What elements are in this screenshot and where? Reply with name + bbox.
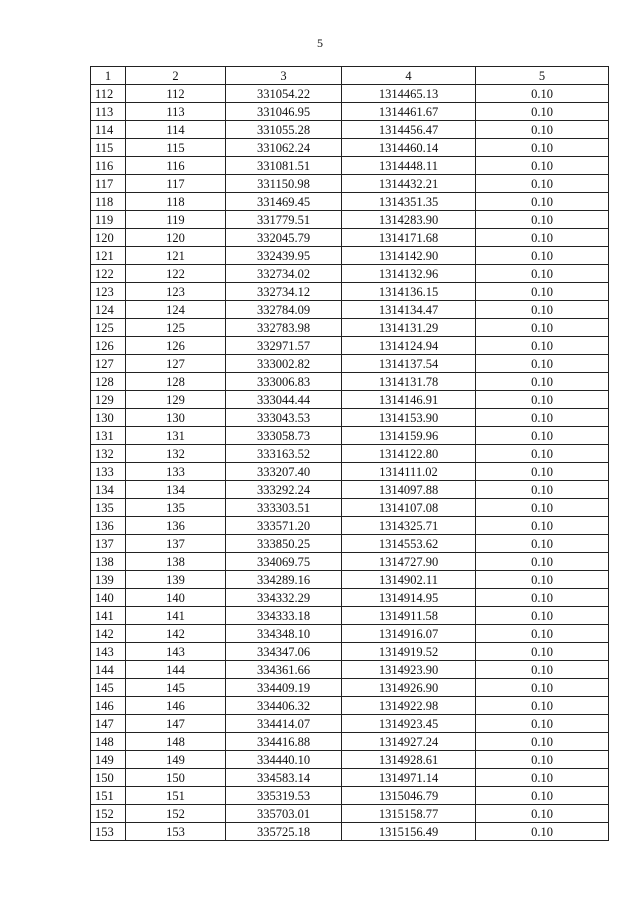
table-cell-col2: 130	[126, 409, 226, 427]
table-row	[91, 211, 609, 229]
table-cell-col2: 138	[126, 553, 226, 571]
table-cell-col4: 1314460.14	[342, 139, 476, 157]
table-cell-col5: 0.10	[476, 625, 609, 643]
table-cell-col3: 331081.51	[226, 157, 342, 175]
table-cell-col2: 124	[126, 301, 226, 319]
table-cell-col3: 335725.18	[226, 823, 342, 841]
table-cell-col5: 0.10	[476, 679, 609, 697]
table-cell-col3: 335319.53	[226, 787, 342, 805]
table-cell-col3: 332734.02	[226, 265, 342, 283]
table-cell-col1: 128	[91, 373, 126, 391]
table-cell-col2: 141	[126, 607, 226, 625]
table-row	[91, 679, 609, 697]
table-cell-col2: 123	[126, 283, 226, 301]
table-cell-col3: 333207.40	[226, 463, 342, 481]
table-cell-col1: 153	[91, 823, 126, 841]
table-cell-col1: 115	[91, 139, 126, 157]
table-row	[91, 121, 609, 139]
table-cell-col4: 1314432.21	[342, 175, 476, 193]
table-cell-col1: 126	[91, 337, 126, 355]
table-cell-col2: 135	[126, 499, 226, 517]
table-cell-col5: 0.10	[476, 193, 609, 211]
table-cell-col4: 1314153.90	[342, 409, 476, 427]
table-row	[91, 769, 609, 787]
table-cell-col1: 145	[91, 679, 126, 697]
table-cell-col2: 122	[126, 265, 226, 283]
table-cell-col1: 134	[91, 481, 126, 499]
table-cell-col1: 139	[91, 571, 126, 589]
table-cell-col1: 150	[91, 769, 126, 787]
table-cell-col5: 0.10	[476, 283, 609, 301]
table-cell-col1: 140	[91, 589, 126, 607]
table-cell-col5: 0.10	[476, 553, 609, 571]
table-cell-col3: 334406.32	[226, 697, 342, 715]
table-cell-col5: 0.10	[476, 139, 609, 157]
table-cell-col4: 1314971.14	[342, 769, 476, 787]
table-row	[91, 499, 609, 517]
table-cell-col4: 1314927.24	[342, 733, 476, 751]
table-cell-col4: 1315158.77	[342, 805, 476, 823]
table-cell-col3: 333292.24	[226, 481, 342, 499]
table-cell-col4: 1314926.90	[342, 679, 476, 697]
table-cell-col2: 129	[126, 391, 226, 409]
table-cell-col4: 1314727.90	[342, 553, 476, 571]
table-row	[91, 805, 609, 823]
table-row	[91, 229, 609, 247]
table-cell-col3: 332784.09	[226, 301, 342, 319]
table-cell-col4: 1314107.08	[342, 499, 476, 517]
table-cell-col5: 0.10	[476, 661, 609, 679]
table-row	[91, 157, 609, 175]
table-cell-col3: 334416.88	[226, 733, 342, 751]
table-cell-col1: 151	[91, 787, 126, 805]
table-cell-col4: 1315046.79	[342, 787, 476, 805]
table-row	[91, 391, 609, 409]
table-row	[91, 733, 609, 751]
table-cell-col5: 0.10	[476, 589, 609, 607]
table-row	[91, 247, 609, 265]
table-cell-col1: 118	[91, 193, 126, 211]
table-row	[91, 751, 609, 769]
table-cell-col2: 151	[126, 787, 226, 805]
table-cell-col2: 114	[126, 121, 226, 139]
table-cell-col3: 334347.06	[226, 643, 342, 661]
table-row	[91, 481, 609, 499]
table-cell-col4: 1314131.29	[342, 319, 476, 337]
table-cell-col1: 120	[91, 229, 126, 247]
table-cell-col2: 113	[126, 103, 226, 121]
table-cell-col3: 333163.52	[226, 445, 342, 463]
table-cell-col5: 0.10	[476, 535, 609, 553]
table-cell-col2: 134	[126, 481, 226, 499]
table-cell-col3: 334440.10	[226, 751, 342, 769]
table-row	[91, 589, 609, 607]
table-cell-col1: 132	[91, 445, 126, 463]
table-cell-col2: 152	[126, 805, 226, 823]
table-cell-col2: 139	[126, 571, 226, 589]
table-row	[91, 193, 609, 211]
table-cell-col2: 144	[126, 661, 226, 679]
table-cell-col1: 141	[91, 607, 126, 625]
table-cell-col3: 332971.57	[226, 337, 342, 355]
table-cell-col2: 145	[126, 679, 226, 697]
table-cell-col1: 146	[91, 697, 126, 715]
table-cell-col4: 1314351.35	[342, 193, 476, 211]
table-cell-col3: 334414.07	[226, 715, 342, 733]
table-cell-col2: 118	[126, 193, 226, 211]
table-cell-col2: 117	[126, 175, 226, 193]
column-header-2: 2	[126, 67, 226, 85]
table-cell-col3: 333850.25	[226, 535, 342, 553]
table-cell-col4: 1314553.62	[342, 535, 476, 553]
table-cell-col5: 0.10	[476, 301, 609, 319]
table-cell-col1: 137	[91, 535, 126, 553]
table-cell-col5: 0.10	[476, 643, 609, 661]
table-cell-col5: 0.10	[476, 121, 609, 139]
table-cell-col5: 0.10	[476, 733, 609, 751]
table-cell-col1: 114	[91, 121, 126, 139]
table-cell-col4: 1314171.68	[342, 229, 476, 247]
table-cell-col4: 1314922.98	[342, 697, 476, 715]
table-cell-col1: 135	[91, 499, 126, 517]
table-cell-col3: 331150.98	[226, 175, 342, 193]
table-cell-col1: 129	[91, 391, 126, 409]
table-cell-col5: 0.10	[476, 247, 609, 265]
table-cell-col4: 1314134.47	[342, 301, 476, 319]
column-header-3: 3	[226, 67, 342, 85]
table-cell-col4: 1314283.90	[342, 211, 476, 229]
table-cell-col4: 1314928.61	[342, 751, 476, 769]
table-cell-col5: 0.10	[476, 103, 609, 121]
table-cell-col5: 0.10	[476, 787, 609, 805]
table-cell-col5: 0.10	[476, 607, 609, 625]
table-cell-col2: 137	[126, 535, 226, 553]
table-cell-col3: 333571.20	[226, 517, 342, 535]
table-cell-col1: 131	[91, 427, 126, 445]
table-row	[91, 373, 609, 391]
table-cell-col1: 119	[91, 211, 126, 229]
table-cell-col4: 1314448.11	[342, 157, 476, 175]
table-row	[91, 85, 609, 103]
table-cell-col2: 127	[126, 355, 226, 373]
table-cell-col1: 122	[91, 265, 126, 283]
table-row	[91, 517, 609, 535]
table-cell-col3: 331046.95	[226, 103, 342, 121]
table-cell-col1: 149	[91, 751, 126, 769]
table-cell-col2: 120	[126, 229, 226, 247]
table-cell-col3: 332045.79	[226, 229, 342, 247]
table-cell-col5: 0.10	[476, 463, 609, 481]
table-cell-col4: 1314136.15	[342, 283, 476, 301]
table-cell-col1: 133	[91, 463, 126, 481]
table-cell-col5: 0.10	[476, 337, 609, 355]
table-cell-col5: 0.10	[476, 85, 609, 103]
table-cell-col4: 1315156.49	[342, 823, 476, 841]
table-cell-col1: 136	[91, 517, 126, 535]
table-cell-col1: 148	[91, 733, 126, 751]
table-cell-col4: 1314919.52	[342, 643, 476, 661]
table-cell-col4: 1314911.58	[342, 607, 476, 625]
table-cell-col4: 1314124.94	[342, 337, 476, 355]
table-cell-col1: 116	[91, 157, 126, 175]
table-cell-col3: 332783.98	[226, 319, 342, 337]
table-cell-col5: 0.10	[476, 157, 609, 175]
table-cell-col3: 331779.51	[226, 211, 342, 229]
coordinates-table	[90, 66, 609, 841]
table-cell-col2: 128	[126, 373, 226, 391]
table-row	[91, 715, 609, 733]
table-cell-col2: 133	[126, 463, 226, 481]
table-cell-col5: 0.10	[476, 481, 609, 499]
table-cell-col2: 140	[126, 589, 226, 607]
table-cell-col3: 334409.19	[226, 679, 342, 697]
table-row	[91, 697, 609, 715]
table-cell-col3: 333043.53	[226, 409, 342, 427]
table-cell-col5: 0.10	[476, 445, 609, 463]
table-cell-col4: 1314137.54	[342, 355, 476, 373]
table-cell-col1: 127	[91, 355, 126, 373]
table-cell-col5: 0.10	[476, 391, 609, 409]
table-cell-col4: 1314132.96	[342, 265, 476, 283]
column-header-4: 4	[342, 67, 476, 85]
table-cell-col1: 125	[91, 319, 126, 337]
table-body	[91, 85, 609, 841]
table-cell-col5: 0.10	[476, 823, 609, 841]
table-cell-col2: 143	[126, 643, 226, 661]
table-cell-col2: 153	[126, 823, 226, 841]
table-row	[91, 427, 609, 445]
table-cell-col3: 335703.01	[226, 805, 342, 823]
table-cell-col1: 130	[91, 409, 126, 427]
table-row	[91, 823, 609, 841]
table-row	[91, 319, 609, 337]
table-cell-col4: 1314916.07	[342, 625, 476, 643]
table-row	[91, 553, 609, 571]
table-row	[91, 175, 609, 193]
table-cell-col4: 1314111.02	[342, 463, 476, 481]
table-row	[91, 571, 609, 589]
table-row	[91, 535, 609, 553]
table-cell-col3: 334332.29	[226, 589, 342, 607]
table-cell-col4: 1314914.95	[342, 589, 476, 607]
table-row	[91, 661, 609, 679]
table-cell-col1: 152	[91, 805, 126, 823]
table-cell-col4: 1314325.71	[342, 517, 476, 535]
table-row	[91, 265, 609, 283]
table-cell-col4: 1314122.80	[342, 445, 476, 463]
table-row	[91, 607, 609, 625]
column-header-1: 1	[91, 67, 126, 85]
table-row	[91, 355, 609, 373]
table-cell-col5: 0.10	[476, 265, 609, 283]
table-cell-col4: 1314456.47	[342, 121, 476, 139]
table-cell-col4: 1314923.90	[342, 661, 476, 679]
table-row	[91, 445, 609, 463]
table-cell-col2: 146	[126, 697, 226, 715]
table-cell-col5: 0.10	[476, 769, 609, 787]
table-cell-col5: 0.10	[476, 319, 609, 337]
table-cell-col4: 1314159.96	[342, 427, 476, 445]
table-cell-col3: 334348.10	[226, 625, 342, 643]
table-row	[91, 643, 609, 661]
table-cell-col1: 147	[91, 715, 126, 733]
table-cell-col3: 331469.45	[226, 193, 342, 211]
table-cell-col5: 0.10	[476, 373, 609, 391]
table-cell-col5: 0.10	[476, 751, 609, 769]
table-cell-col5: 0.10	[476, 499, 609, 517]
table-cell-col2: 132	[126, 445, 226, 463]
table-cell-col3: 334333.18	[226, 607, 342, 625]
table-cell-col5: 0.10	[476, 355, 609, 373]
table-cell-col2: 121	[126, 247, 226, 265]
table-cell-col1: 113	[91, 103, 126, 121]
table-cell-col2: 149	[126, 751, 226, 769]
table-cell-col3: 334361.66	[226, 661, 342, 679]
table-cell-col1: 143	[91, 643, 126, 661]
table-cell-col3: 332439.95	[226, 247, 342, 265]
table-cell-col2: 136	[126, 517, 226, 535]
table-cell-col2: 150	[126, 769, 226, 787]
table-row	[91, 103, 609, 121]
table-cell-col3: 333044.44	[226, 391, 342, 409]
table-cell-col3: 331054.22	[226, 85, 342, 103]
table-cell-col4: 1314097.88	[342, 481, 476, 499]
table-cell-col2: 126	[126, 337, 226, 355]
table-cell-col5: 0.10	[476, 517, 609, 535]
table-cell-col4: 1314142.90	[342, 247, 476, 265]
table-cell-col2: 142	[126, 625, 226, 643]
table-cell-col5: 0.10	[476, 427, 609, 445]
table-cell-col2: 119	[126, 211, 226, 229]
table-cell-col4: 1314923.45	[342, 715, 476, 733]
table-cell-col3: 332734.12	[226, 283, 342, 301]
table-cell-col3: 334289.16	[226, 571, 342, 589]
table-row	[91, 301, 609, 319]
table-row	[91, 463, 609, 481]
table-cell-col4: 1314902.11	[342, 571, 476, 589]
table-cell-col3: 333058.73	[226, 427, 342, 445]
table-cell-col3: 333303.51	[226, 499, 342, 517]
table-row	[91, 787, 609, 805]
table-cell-col3: 334069.75	[226, 553, 342, 571]
table-cell-col3: 331055.28	[226, 121, 342, 139]
table-row	[91, 283, 609, 301]
table-cell-col4: 1314461.67	[342, 103, 476, 121]
table-cell-col3: 333006.83	[226, 373, 342, 391]
table-cell-col1: 123	[91, 283, 126, 301]
table-cell-col1: 142	[91, 625, 126, 643]
page-number: 5	[317, 36, 323, 50]
table-row	[91, 139, 609, 157]
table-cell-col2: 125	[126, 319, 226, 337]
table-cell-col5: 0.10	[476, 805, 609, 823]
column-header-5: 5	[476, 67, 609, 85]
table-row	[91, 409, 609, 427]
table-cell-col5: 0.10	[476, 229, 609, 247]
table-cell-col4: 1314465.13	[342, 85, 476, 103]
table-cell-col1: 144	[91, 661, 126, 679]
table-cell-col5: 0.10	[476, 409, 609, 427]
table-cell-col3: 334583.14	[226, 769, 342, 787]
table-cell-col2: 116	[126, 157, 226, 175]
table-cell-col5: 0.10	[476, 697, 609, 715]
table-row	[91, 625, 609, 643]
table-cell-col3: 331062.24	[226, 139, 342, 157]
table-header	[91, 67, 609, 85]
table-cell-col1: 138	[91, 553, 126, 571]
table-cell-col4: 1314146.91	[342, 391, 476, 409]
table-cell-col2: 131	[126, 427, 226, 445]
table-cell-col5: 0.10	[476, 175, 609, 193]
table-cell-col5: 0.10	[476, 715, 609, 733]
table-cell-col2: 148	[126, 733, 226, 751]
table-cell-col1: 124	[91, 301, 126, 319]
table-cell-col2: 112	[126, 85, 226, 103]
header-row	[91, 67, 609, 85]
table-cell-col2: 147	[126, 715, 226, 733]
table-cell-col5: 0.10	[476, 211, 609, 229]
table-cell-col4: 1314131.78	[342, 373, 476, 391]
table-row	[91, 337, 609, 355]
table-cell-col3: 333002.82	[226, 355, 342, 373]
table-cell-col1: 117	[91, 175, 126, 193]
table-cell-col2: 115	[126, 139, 226, 157]
table-cell-col1: 121	[91, 247, 126, 265]
table-cell-col5: 0.10	[476, 571, 609, 589]
table-cell-col1: 112	[91, 85, 126, 103]
